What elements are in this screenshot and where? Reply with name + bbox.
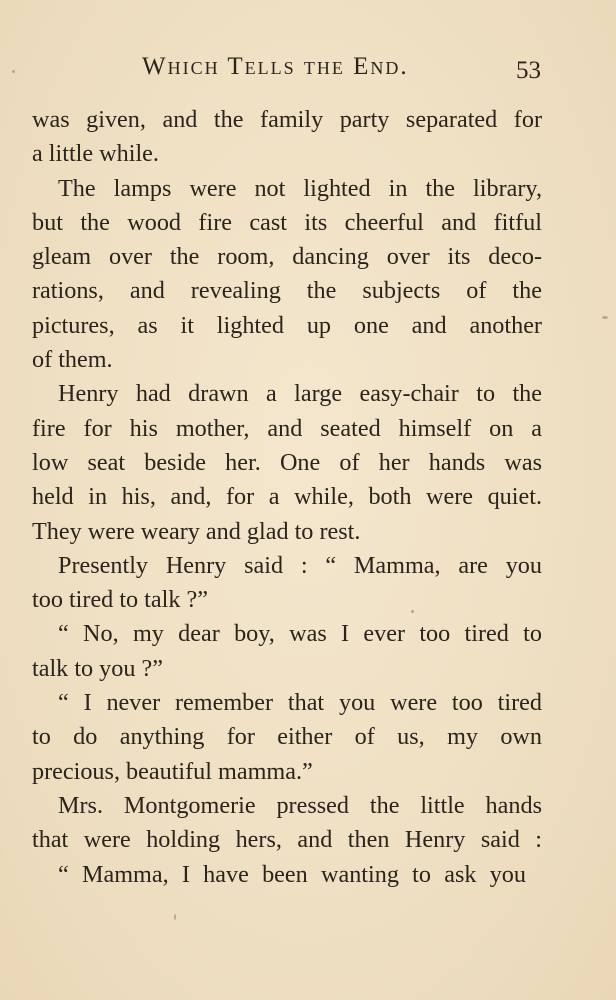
paper-speck xyxy=(174,914,176,920)
text-line: Mrs. Montgomerie pressed the little hands xyxy=(58,791,542,819)
paper-speck xyxy=(602,316,608,319)
text-line: Presently Henry said : “ Mamma, are you xyxy=(58,551,542,579)
text-line: They were weary and glad to rest. xyxy=(32,517,361,545)
text-line: pictures, as it lighted up one and another xyxy=(32,311,542,339)
text-line: low seat beside her. One of her hands was xyxy=(32,448,542,476)
text-line: “ Mamma, I have been wanting to ask you xyxy=(58,860,526,888)
text-line: to do anything for either of us, my own xyxy=(32,723,542,751)
text-line: Henry had drawn a large easy-chair to the xyxy=(58,380,542,408)
text-line: fire for his mother, and seated himself on a xyxy=(32,414,542,442)
text-line: precious, beautiful mamma.” xyxy=(32,757,313,785)
text-line: but the wood fire cast its cheerful and fitful xyxy=(32,208,542,236)
text-line: rations, and revealing the subjects of the xyxy=(32,277,542,305)
text-line: of them. xyxy=(32,346,113,374)
text-line: that were holding hers, and then Henry said : xyxy=(32,826,542,854)
page-number: 53 xyxy=(516,57,541,84)
text-line: held in his, and, for a while, both were quiet. xyxy=(32,483,542,511)
body-text xyxy=(32,103,542,892)
text-line: was given, and the family party separated for xyxy=(32,106,542,133)
paper-speck xyxy=(411,610,414,613)
text-line: too tired to talk ?” xyxy=(32,586,208,614)
text-line: “ I never remember that you were too tired xyxy=(58,689,542,717)
running-title: Which Tells the End. xyxy=(142,53,409,80)
text-line: “ No, my dear boy, was I ever too tired to xyxy=(58,620,542,648)
running-header xyxy=(0,52,616,86)
text-line: talk to you ?” xyxy=(32,654,163,682)
text-line: a little while. xyxy=(32,140,159,168)
paper-speck xyxy=(12,70,15,73)
text-line: gleam over the room, dancing over its deco- xyxy=(32,243,542,271)
text-line: The lamps were not lighted in the library, xyxy=(58,174,542,202)
